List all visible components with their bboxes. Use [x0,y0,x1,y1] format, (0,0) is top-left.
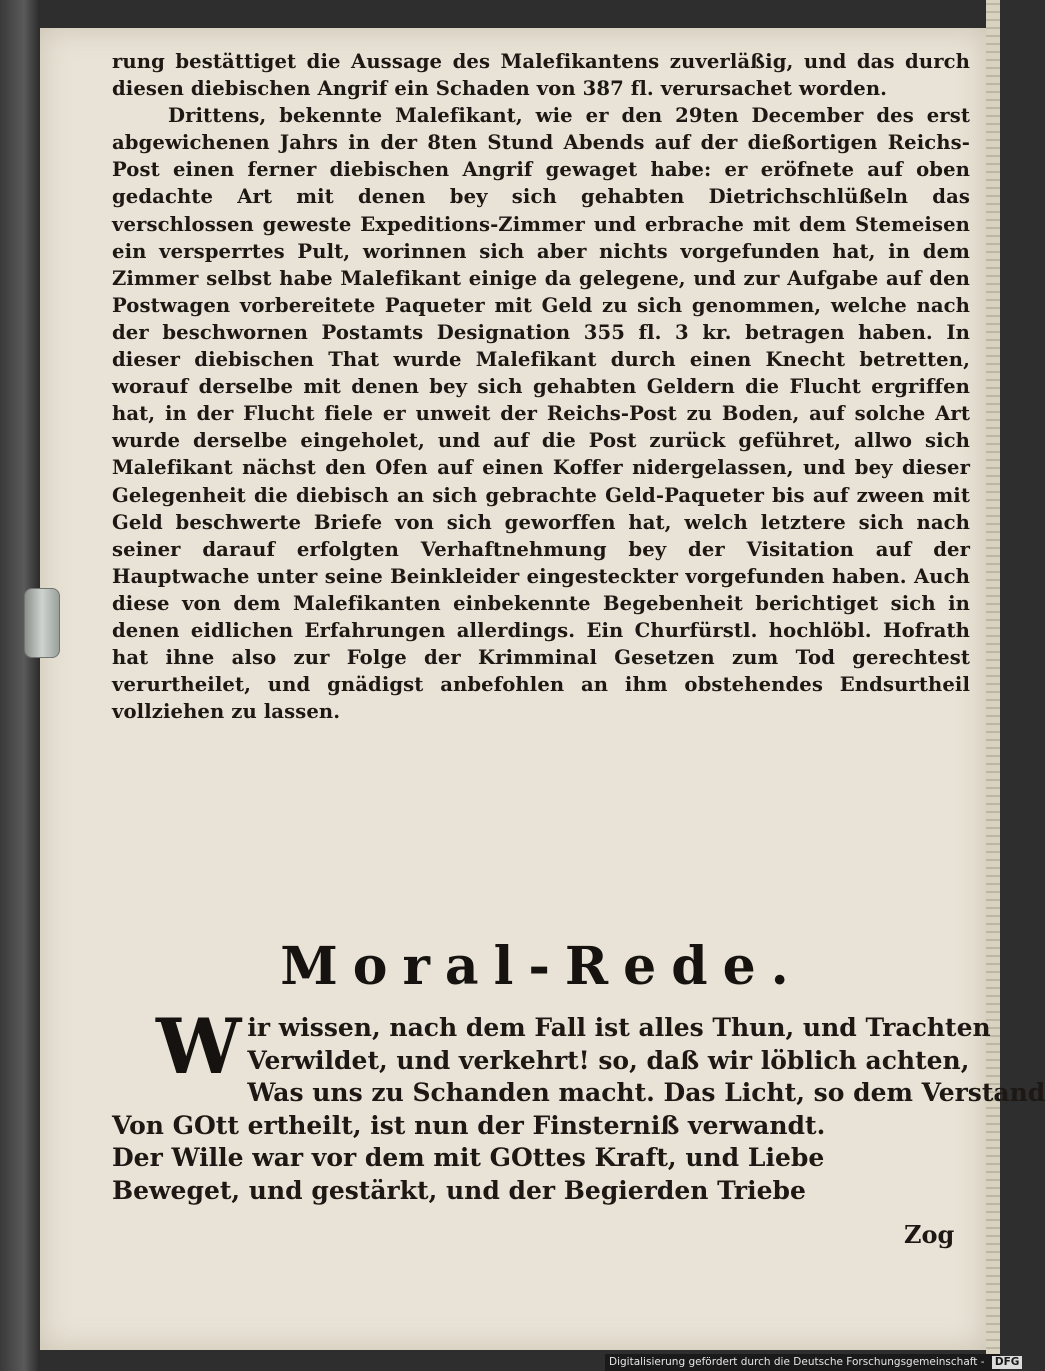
digitization-footer [605,1354,1020,1371]
paragraph-1: rung bestättiget die Aussage des Malefikantens zuverläßig, und das durch diesen diebischen Angrif ein Schaden von 387 fl. verursachet worden. [112,50,970,101]
page-clip [24,588,60,658]
verse-line: Von GOtt ertheilt, ist nun der Finsterniß verwandt. [112,1110,826,1140]
body-text [112,48,970,725]
verse-line: Der Wille war vor dem mit GOttes Kraft, und Liebe [112,1143,825,1172]
dfg-logo: DFG [992,1356,1023,1369]
verse-line: Beweget, und gestärkt, und der Begierden Triebe [112,1175,806,1205]
drop-cap: W [156,1002,242,1091]
footer-text: Digitalisierung gefördert durch die Deutsche Forschungsgemeinschaft - [609,1356,985,1368]
verse-line: Verwildet, und verkehrt! so, daß wir löblich achten, [247,1045,970,1075]
section-heading: Moral-Rede. [280,936,804,997]
page-edge [986,0,1000,1371]
book-spine [0,0,40,1371]
catchword: Zog [904,1220,955,1249]
verse-line: ir wissen, nach dem Fall ist alles Thun, und Trachten [247,1013,991,1042]
verse-line: Was uns zu Schanden macht. Das Licht, so dem Verstand [247,1078,1045,1107]
verse-block [112,1002,1045,1207]
paragraph-2: Drittens, bekennte Malefikant, wie er den 29ten December des erst abgewichenen Jahrs in der 8ten Stund Abends auf der dießortigen Reichs-Post einen ferner diebischen Angrif gewaget habe: er eröfnete auf oben gedachte Art mit denen bey sich gehabten Dietrichschlüßeln das verschlossen geweste Expeditions-Zimmer und erbrache mit dem Stemeisen ein versperrtes Pult, worinnen sich aber nichts vorgefunden hat, in dem Zimmer selbst habe Malefikant einige da gelegene, und zur Aufgabe auf den Postwagen vorbereitete Paqueter mit Geld zu sich genommen, welche nach der beschwornen Postamts Designation 355 fl. 3 kr. betragen haben. In dieser diebischen That wurde Malefikant durch einen Knecht betretten, worauf derselbe mit denen bey sich gehabten Geldern die Flucht ergriffen hat, in der Flucht fiele er unweit der Reichs-Post zu Boden, auf solche Art wurde derselbe eingeholet, und auf die Post zurück geführet, allwo sich Malefikant nächst den Ofen auf einen Koffer nidergelassen, und bey dieser Gelegenheit die diebisch an sich gebrachte Geld-Paqueter bis auf zween mit Geld beschwerte Briefe von sich geworffen hat, welch letztere sich nach seiner darauf erfolgten Verhaftnehmung bey der Visitation auf der Hauptwache unter seine Beinkleider eingesteckter vorgefunden haben. Auch diese von dem Malefikanten einbekennte Begebenheit berichtiget sich in denen eidlichen Erfahrungen allerdings. Ein Churfürstl. hochlöbl. Hofrath hat ihne also zur Folge der Krimminal Gesetzen zum Tod gerechtest verurtheilet, und gnädigst anbefohlen an ihm obstehendes Endsurtheil vollziehen zu lassen. [112,104,970,724]
